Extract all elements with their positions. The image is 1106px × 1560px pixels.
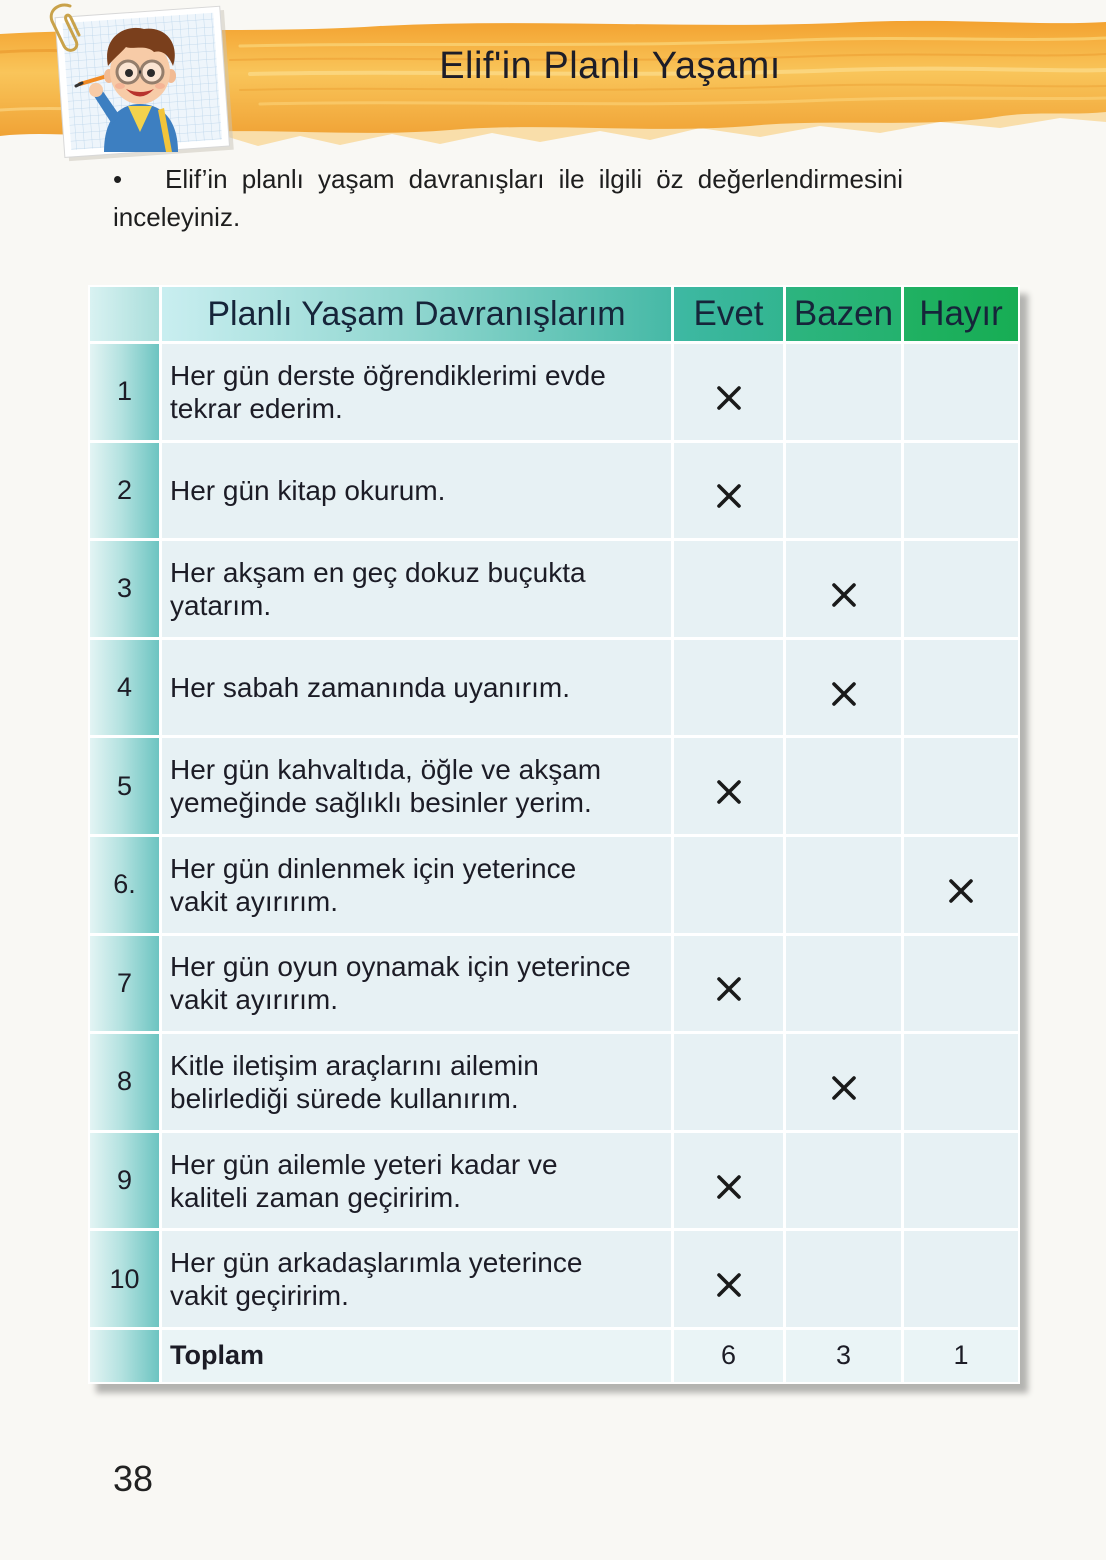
row-number: 7 [116,967,133,998]
x-mark-icon [715,384,743,412]
answer-cell-bazen [786,738,901,834]
behavior-cell [162,640,671,736]
behavior-text-line: Her gün ailemle yeteri kadar ve [170,1148,558,1180]
row-number-cell [90,738,159,834]
header-number-cell [90,287,159,341]
answer-cell-evet [674,936,783,1032]
behavior-text-line: kaliteli zaman geçiririm. [170,1181,461,1213]
answer-cell-hayir [904,1231,1018,1327]
self-assessment-table [88,285,1020,1384]
answer-cell-hayir [904,541,1018,637]
x-mark-icon [715,1173,743,1201]
behavior-text-line: Her gün kitap okurum. [170,474,446,506]
header-evet-cell [674,287,783,341]
instruction-text [113,160,903,236]
answer-cell-evet [674,443,783,539]
behavior-text-line: Her gün oyun oynamak için yeterince [170,951,631,983]
page-number: 38 [113,1458,154,1499]
behavior-text-line: Her akşam en geç dokuz buçukta [170,556,586,588]
behavior-text-line: Her gün arkadaşlarımla yeterince [170,1247,583,1279]
answer-cell-bazen [786,640,901,736]
behavior-cell [162,738,671,834]
answer-cell-hayir [904,344,1018,440]
behavior-text-line: yemeğinde sağlıklı besinler yerim. [170,787,592,819]
behavior-text-line: Her gün derste öğrendiklerimi evde [170,359,606,391]
total-number-cell [90,1330,159,1382]
behavior-cell [162,1231,671,1327]
x-mark-icon [830,1074,858,1102]
behavior-cell [162,443,671,539]
row-number-cell [90,443,159,539]
header-evet-label: Evet [693,294,764,333]
answer-cell-evet [674,640,783,736]
answer-cell-evet [674,541,783,637]
page-title: Elif'in Planlı Yaşamı [439,45,781,87]
behavior-text-line: vakit ayırırım. [170,984,339,1016]
total-label-cell [162,1330,671,1382]
row-number-cell [90,344,159,440]
row-number: 4 [116,672,133,703]
behavior-text-line: Her gün dinlenmek için yeterince [170,852,577,884]
answer-cell-hayir [904,1034,1018,1130]
answer-cell-evet [674,837,783,933]
behavior-text-line: vakit geçiririm. [170,1280,349,1312]
answer-cell-hayir [904,936,1018,1032]
behavior-text-line: yatarım. [170,589,272,621]
bullet-icon: • [113,164,123,194]
x-mark-icon [715,482,743,510]
header-bazen-label: Bazen [793,294,894,333]
row-number: 1 [116,376,133,407]
total-label: Toplam [170,1340,264,1371]
x-mark-icon [830,581,858,609]
answer-cell-evet [674,1034,783,1130]
behavior-cell [162,541,671,637]
behavior-cell [162,837,671,933]
row-number-cell [90,1231,159,1327]
answer-cell-bazen [786,344,901,440]
row-number: 6. [113,869,136,900]
answer-cell-hayir [904,640,1018,736]
header-hayir-cell [904,287,1018,341]
answer-cell-evet [674,344,783,440]
row-number-cell [90,1034,159,1130]
behavior-cell [162,344,671,440]
row-number: 5 [116,770,133,801]
instruction-body: Elif’in planlı yaşam davranışları ile ilgili öz değerlendirmesini inceleyiniz. [113,164,903,232]
row-number: 3 [116,573,133,604]
answer-cell-hayir [904,837,1018,933]
behavior-text-line: Her gün kahvaltıda, öğle ve akşam [170,754,602,786]
answer-cell-hayir [904,738,1018,834]
total-evet: 6 [674,1330,783,1382]
header-bazen-cell [786,287,901,341]
answer-cell-bazen [786,837,901,933]
row-number-cell [90,936,159,1032]
row-number-cell [90,541,159,637]
answer-cell-evet [674,738,783,834]
behavior-text-line: vakit ayırırım. [170,885,339,917]
x-mark-icon [947,877,975,905]
answer-cell-evet [674,1231,783,1327]
header-behaviors-label: Planlı Yaşam Davranışlarım [207,294,626,333]
answer-cell-bazen [786,443,901,539]
answer-cell-hayir [904,443,1018,539]
header-behaviors-cell [162,287,671,341]
behavior-text-line: tekrar ederim. [170,392,343,424]
x-mark-icon [830,680,858,708]
x-mark-icon [715,975,743,1003]
row-number-cell [90,1133,159,1229]
answer-cell-bazen [786,1133,901,1229]
x-mark-icon [715,1271,743,1299]
behavior-cell [162,936,671,1032]
row-number: 10 [109,1263,140,1294]
answer-cell-evet [674,1133,783,1229]
behavior-cell [162,1034,671,1130]
behavior-text-line: belirlediği sürede kullanırım. [170,1082,519,1114]
answer-cell-hayir [904,1133,1018,1229]
answer-cell-bazen [786,541,901,637]
x-mark-icon [715,778,743,806]
total-bazen: 3 [786,1330,901,1382]
behavior-cell [162,1133,671,1229]
row-number: 9 [116,1165,133,1196]
behavior-text-line: Kitle iletişim araçlarını ailemin [170,1049,539,1081]
behavior-text-line: Her sabah zamanında uyanırım. [170,672,570,704]
header-hayir-label: Hayır [919,294,1003,333]
row-number-cell [90,837,159,933]
row-number: 2 [116,474,133,505]
row-number-cell [90,640,159,736]
row-number: 8 [116,1066,133,1097]
answer-cell-bazen [786,1034,901,1130]
answer-cell-bazen [786,1231,901,1327]
answer-cell-bazen [786,936,901,1032]
character-illustration [40,0,240,170]
total-hayir: 1 [904,1330,1018,1382]
